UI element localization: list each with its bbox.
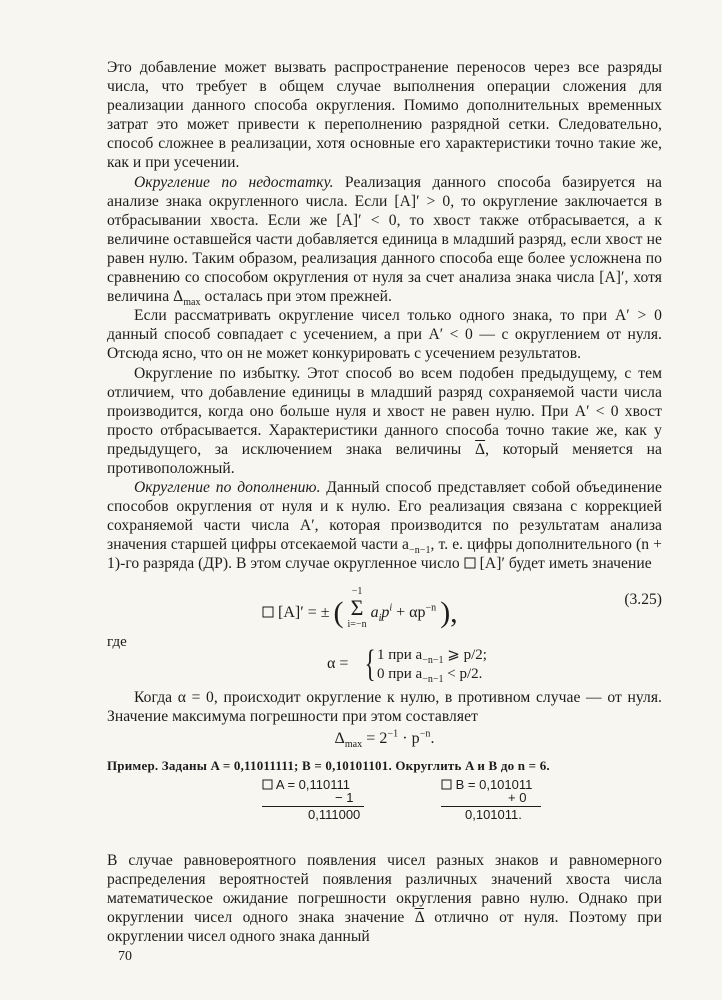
paragraph-2: [107, 173, 662, 307]
sum-block: [348, 585, 367, 631]
example-heading: Пример. Заданы A = 0,11011111; B = 0,10101101. Округлить A и B до n = 6.: [107, 757, 550, 773]
paragraph-6: [107, 688, 662, 726]
digit-subscript: −n−1: [409, 545, 431, 557]
paragraph-7-tail: отлично от нуля. Поэтому при округлении чисел одного знака данный: [107, 909, 662, 946]
formula-expression: [262, 585, 458, 631]
alpha-lhs: α =: [327, 654, 349, 672]
paragraph-4-text: Округление по избытку. Этот способ во всем подобен предыдущему, с тем отличием, что добавление единицы в младший разряд сохраняемой части числа производится, когда оно больше нуля и хвост не равен нулю. При A′ < 0 хвост просто отбрасывается. Характеристики данного способа точно такие же, как у предыдущего, за исключением знака величины: [107, 364, 662, 458]
calc-b-value: B = 0,101011: [455, 777, 533, 792]
sum-upper-limit: −1: [351, 585, 363, 597]
delta-max-exponent-1: −1: [387, 728, 399, 740]
alpha-case-2-condition: < p/2.: [443, 665, 483, 682]
calc-a-result: 0,111000: [308, 807, 361, 822]
paragraph-1: [107, 58, 662, 173]
section-title-dopolnenie: Округление по дополнению.: [134, 479, 321, 497]
paragraph-2-tail: осталась при этом прежней.: [200, 288, 392, 306]
square-operator-icon: [262, 779, 273, 790]
delta-max-exponent-2: −n: [419, 728, 431, 740]
term-alpha-p-exponent: −n: [425, 602, 437, 614]
alpha-definition: [107, 644, 662, 688]
delta-max-period: .: [430, 729, 435, 747]
term-p: p: [381, 603, 390, 621]
alpha-case-2-text: 0 при a: [377, 665, 423, 682]
paren-close: ),: [440, 595, 458, 629]
square-operator-icon: [262, 606, 274, 618]
paragraph-5-mid: , т. е. цифры дополнительного (n + 1)-го разряда (ДР). В этом случае округленное число: [107, 536, 663, 573]
paragraph-3: [107, 306, 662, 363]
section-title-nedostatok: Округление по недостатку.: [134, 173, 334, 191]
delta-max-subscript: max: [183, 297, 201, 309]
paragraph-7-text: В случае равновероятного появления чисел разных знаков и равномерного распределения вероятностей появления различных значений хвоста числа математическое ожидание погрешности округления равно нулю. Однако при округлении чисел одного знака значение: [107, 852, 662, 927]
delta-max-lhs: Δ: [334, 729, 345, 747]
curly-brace-symbol: {: [364, 642, 376, 685]
sum-lower-limit: i=−n: [347, 618, 367, 630]
paragraph-5: [107, 478, 662, 573]
alpha-case-1-subscript: −n−1: [422, 654, 444, 666]
delta-max-rhs: = 2: [362, 729, 388, 747]
delta-overline-symbol: $\overline{\Delta}$: [414, 909, 424, 927]
alpha-case-2: [377, 666, 482, 683]
paragraph-7: [107, 851, 662, 946]
calc-a-correction: − 1: [335, 790, 354, 805]
formula-lhs: [A]′ = ±: [278, 603, 330, 621]
where-label: где: [107, 633, 127, 650]
term-p-exponent: i: [389, 602, 393, 614]
delta-max-lhs-subscript: max: [344, 739, 363, 750]
alpha-case-1-text: 1 при a: [377, 646, 423, 663]
paragraph-6-text: Когда α = 0, происходит округление к нулю, в противном случае — от нуля. Значение максимума погрешности при этом составляет: [107, 688, 662, 725]
term-alpha-p: + αp: [392, 603, 426, 621]
calc-b-result: 0,101011.: [465, 807, 522, 822]
alpha-case-1: [377, 645, 487, 664]
paragraph-4-tail: , который меняется на противоположный.: [107, 440, 663, 477]
calc-a-value: A = 0,110111: [275, 777, 351, 792]
paragraph-5-text: Данный способ представляет собой объединение способов округления от нуля и к нулю. Его реализация связана с коррекцией сохраняемой части числа A′, которая производится по результатам анализа значения старшей цифры отсекаемой части a: [107, 479, 662, 554]
square-operator-icon: [441, 779, 452, 790]
delta-max-rhs-tail: · p: [398, 729, 420, 747]
term-a: a: [370, 603, 379, 621]
square-operator-icon: [464, 557, 476, 569]
term-a-subscript: i: [378, 612, 382, 624]
alpha-case-2-subscript: −n−1: [422, 673, 444, 685]
delta-max-formula: [107, 729, 662, 748]
example-calculation: [107, 775, 662, 825]
paragraph-2-text: Реализация данного способа базируется на анализе знака округленного числа. Если [A]′ > 0, то округление заключается в отбрасывании хвоста. Если же [A]′ < 0, то хвост также отбрасывается, а к величине оставшейся части добавляется единица в младший разряд, если хвост не равен нулю. Таким образом, реализация данного способа еще более усложнена по сравнению со способом округления от нуля за счет анализа знака числа [A]′, хотя величина Δ: [107, 173, 662, 306]
calc-b-correction: + 0: [508, 790, 527, 805]
paragraph-3-text: Если рассматривать округление чисел только одного знака, то при A′ > 0 данный способ совпадает с усечением, а при A′ < 0 — с округлением от нуля. Отсюда ясно, что он не может конкурировать с усечением результатов.: [107, 307, 662, 363]
paragraph-4: [107, 364, 662, 479]
equation-number: (3.25): [624, 590, 662, 608]
formula-3-25: [107, 577, 662, 631]
paragraph-5-tail: [A]′ будет иметь значение: [479, 555, 652, 573]
paragraph-1-text: Это добавление может вызвать распространение переносов через все разряды числа, что требует в общем случае выполнения операции сложения для реализации данного способа округления. Помимо дополнительных временных затрат это может привести к переполнению разрядной сетки. Следовательно, способ сложнее в реализации, хотя основные его характеристики точно такие же, как и при усечении.: [107, 59, 662, 172]
sum-sign: Σ: [350, 594, 364, 620]
delta-overline-symbol: $\overline{\Delta}$: [475, 440, 486, 458]
spacer: [107, 825, 662, 851]
page-body: [107, 58, 662, 946]
paren-open: (: [333, 595, 344, 629]
alpha-case-1-condition: ⩾ p/2;: [443, 646, 487, 663]
page-number: 70: [118, 949, 132, 964]
